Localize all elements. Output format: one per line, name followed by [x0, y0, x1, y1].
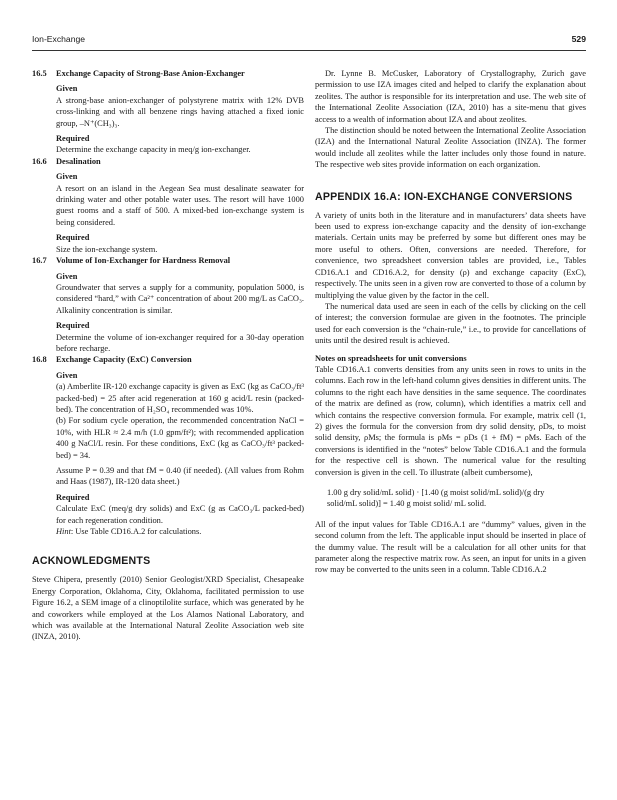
required-text: Determine the volume of ion-exchanger required for a 30-day operation before recharge. [56, 332, 304, 353]
problem-16-6 [32, 156, 304, 167]
required-label: Required [56, 492, 90, 502]
assume-text: Assume P = 0.39 and that fM = 0.40 (if needed). (All values from Rohm and Haas (1987), IR-120 data sheet.) [56, 466, 304, 487]
problem-number: 16.8 [32, 355, 47, 365]
hint-body: : Use Table CD16.A.2 for calculations. [70, 527, 202, 537]
running-header [32, 32, 586, 48]
problem-title: Exchange Capacity of Strong-Base Anion-Exchanger [56, 69, 245, 78]
required-text: Determine the exchange capacity in meq/g ion-exchanger. [56, 145, 251, 155]
page-number: 529 [571, 34, 586, 44]
hint-label: Hint [56, 527, 71, 537]
left-column [32, 68, 304, 643]
conversion-equation: 1.00 g dry solid/mL solid) · [1.40 (g moist solid/mL solid)/(g dry solid/mL solid)] = 1.40 g moist solid/ mL solid. [327, 488, 545, 509]
appendix-heading: APPENDIX 16.A: ION-EXCHANGE CONVERSIONS [315, 190, 573, 203]
notes-heading: Notes on spreadsheets for unit conversions [315, 353, 467, 363]
running-title: Ion-Exchange [32, 34, 86, 44]
problem-title: Volume of Ion-Exchanger for Hardness Removal [56, 256, 231, 266]
acknowledgments-text: Steve Chipera, presently (2010) Senior Geologist/XRD Specialist, Chesapeake Energy Corporation, Oklahoma, City, Oklahoma, facilitated permission to use Figure 16.2, a SEM image of a clinoptilolite surface, which was generated by he and coworkers while employed at the Los Alamos National Laboratory, and which was available at the International Natural Zeolite Association web site (INZA, 2010). [32, 575, 304, 642]
given-label: Given [56, 84, 78, 94]
problem-number: 16.6 [32, 156, 47, 166]
problem-number: 16.7 [32, 256, 47, 266]
required-label: Required [56, 233, 90, 243]
given-label: Given [56, 172, 78, 182]
given-label: Given [56, 370, 78, 380]
appendix-paragraph-1: A variety of units both in the literature and in manufacturers’ data sheets have been used to express ion-exchange capacity and the density of ion-exchange materials. Certain units may be preferred by some but different ones may be more useful to others. Often, conversions are needed. Therefore, for convenience, two spreadsheet conversion tables are provided, i.e., Tables CD16.A.1 and CD16.A.2, for density (ρ) and exchange capacity (ExC), respectively. The units seen in a given row are converted to those of a column by multiplying the value given by the factor in the cell. [315, 210, 586, 300]
problem-16-8 [32, 354, 304, 365]
required-text: Calculate ExC (meq/g dry solids) and ExC (g as CaCO₃/L packed-bed) for each regeneration condition. [56, 504, 304, 525]
given-text: Groundwater that serves a supply for a community, population 5000, is considered “hard,” with Ca²⁺ concentration of about 200 mg/L as CaCO₃. Alkalinity concentration is similar. [56, 282, 304, 315]
acknowledgments-heading: ACKNOWLEDGMENTS [32, 555, 151, 568]
right-column [315, 68, 586, 576]
notes-paragraph: Table CD16.A.1 converts densities from any units seen in rows to units in the columns. Each row in the left-hand column gives densities in different units. The columns to the right each have densities in the same sequence. The coordinates of the matrix are defined as (row, column), which identifies a matrix cell and which contains the respective conversion formula. For example, matrix cell (1, 2) gives the formula for the conversion from dry solid density, ρDs, to moist solid density, ρMs; the formula is ρMs = ρDs (1 + fM) = ρMs. Each of the conversions is identified in the “notes” below Table CD16.A.1 and the formula for the respective cell is shown. The numerical value for the resulting conversion is given in the cell. To illustrate (albeit cumbersome), [315, 364, 586, 477]
given-label: Given [56, 271, 78, 281]
problem-number: 16.5 [32, 69, 47, 78]
given-text-b: (b) For sodium cycle operation, the recommended concentration NaCl = 10%, with HLR ≈ 2.4 m/h (1.0 gpm/ft²); with recommended application 400 g NaCl/L resin. For these conditions, ExC (kg as CaCO₃/ft³ packed-bed) = 34. [56, 416, 304, 460]
problem-16-5 [32, 68, 304, 79]
problem-title: Exchange Capacity (ExC) Conversion [56, 355, 192, 365]
problem-16-7 [32, 255, 304, 266]
final-paragraph: All of the input values for Table CD16.A.1 are “dummy” values, given in the second column from the left. The applicable input should be inserted in place of the dummy value. The result will be a calculation for all other units for that parameter along the respective matrix row. As seen, an input for units in a given row may be converted to the units seen in a column. Table CD16.A.2 [315, 519, 586, 575]
header-rule [32, 50, 586, 51]
hint-text [56, 526, 304, 537]
problem-title: Desalination [56, 156, 101, 166]
required-label: Required [56, 134, 90, 144]
appendix-paragraph-2: The numerical data used are seen in each of the cells by clicking on the cell of interest; the conversion formulae are given in the footnotes. The principle used for each conversion is the “chain-rule,” i.e., to provide for cancellations of units until the desired result is achieved. [315, 301, 586, 346]
given-text-a: (a) Amberlite IR-120 exchange capacity is given as ExC (kg as CaCO₃/ft³ packed-bed) = 25 after acid regeneration at 160 g acid/L resin (packed-bed). The concentration of H₂SO₄ recommended was 10%. [56, 382, 304, 414]
acknowledgments-paragraph-3: The distinction should be noted between the International Zeolite Association (IZA) and the International Natural Zeolite Association (INZA). The former would include all zeolites while the latter includes only those found in nature. The respective web sites provide information on each organization. [315, 126, 586, 170]
required-text: Size the ion-exchange system. [56, 244, 158, 254]
acknowledgments-paragraph-2: Dr. Lynne B. McCusker, Laboratory of Crystallography, Zurich gave permission to use IZA images cited and helped to clarify the explanation about zeolites. The author is responsible for its interpretation and use. The web site of the International Zeolite Association (IZA, 2010) has a site-menu that gives access to a wealth of information about IZA and about zeolites. [315, 69, 586, 124]
required-label: Required [56, 321, 90, 331]
given-text: A resort on an island in the Aegean Sea must desalinate seawater for drinking water and other potable water uses. The resort will have 1000 guest rooms and a staff of 500. A mixed-bed ion-exchange system is being considered. [56, 183, 304, 227]
given-text: A strong-base anion-exchanger of polystyrene matrix with 12% DVB cross-linking and with all benzene rings having attached a fixed ionic group, –N⁺(CH₃)₃. [56, 95, 304, 128]
